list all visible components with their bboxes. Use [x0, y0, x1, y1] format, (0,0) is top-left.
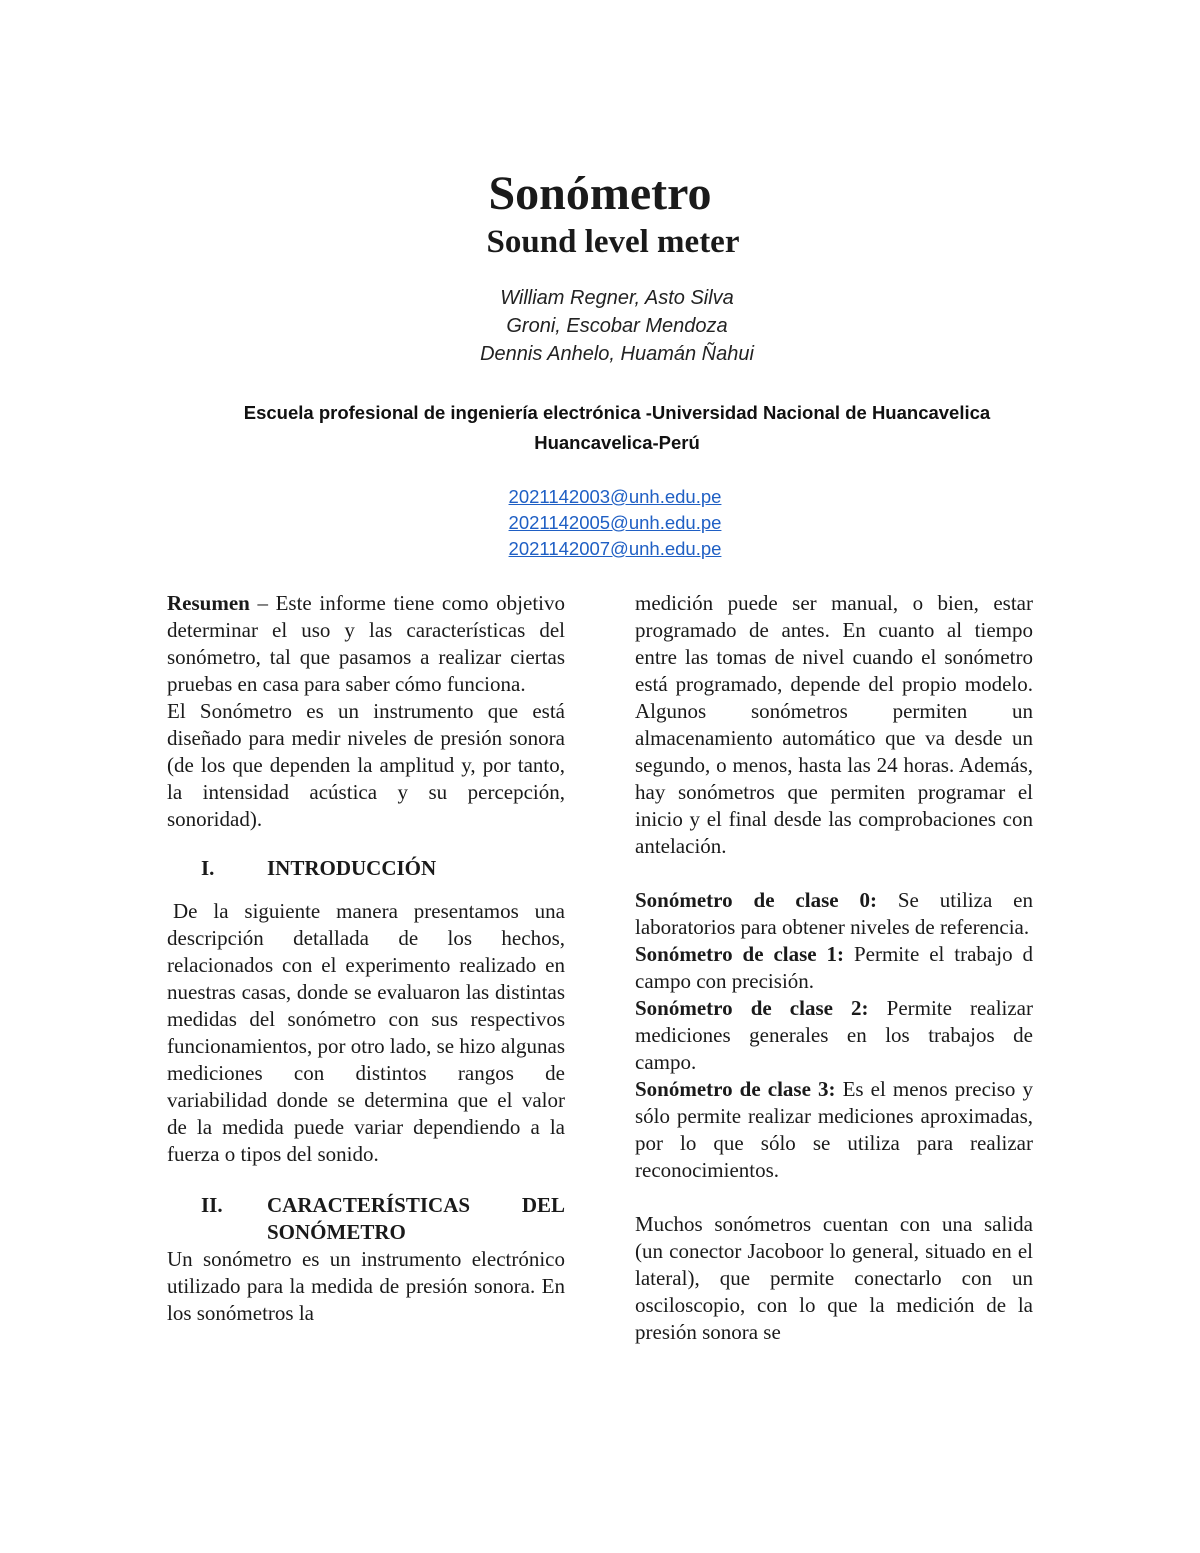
affiliation: [0, 398, 1200, 458]
paper-subtitle: Sound level meter: [486, 224, 740, 260]
class-1-paragraph: [635, 941, 1033, 995]
class-label: Sonómetro de clase 0:: [635, 888, 877, 912]
abstract-paragraph: [167, 590, 565, 698]
introduction-paragraph: De la siguiente manera presentamos una descripción detallada de los hechos, relacionados con el experimento realizado en nuestras casas, donde se evaluaron las distintas medidas del sonómetro con sus respectivos funcionamientos, por otro lado, se hizo algunas mediciones con distintos rangos de variabilidad donde se determina que el valor de la medida puede variar dependiendo a la fuerza o tipos del sonido.: [167, 899, 565, 1166]
closing-paragraph: Muchos sonómetros cuentan con una salida (un conector Jacoboor lo general, situado en el lateral), que permite conectarlo con un osciloscopio, con lo que la medición de la presión sonora se: [635, 1212, 1033, 1344]
characteristics-paragraph: Un sonómetro es un instrumento electrónico utilizado para la medida de presión sonora. En los sonómetros la: [167, 1247, 565, 1325]
class-label: Sonómetro de clase 3:: [635, 1077, 836, 1101]
affiliation-line: Escuela profesional de ingeniería electrónica -Universidad Nacional de Huancavelica: [243, 402, 991, 423]
author-name: Groni, Escobar Mendoza: [506, 315, 728, 337]
author-list: [0, 284, 1200, 368]
affiliation-line: Huancavelica-Perú: [534, 432, 700, 453]
abstract-label: Resumen: [167, 591, 250, 615]
email-link[interactable]: 2021142003@unh.edu.pe: [508, 486, 722, 507]
section-number: II.: [201, 1193, 223, 1217]
class-3-paragraph: [635, 1076, 1033, 1184]
section-number: I.: [201, 856, 215, 880]
abstract-paragraph-2: El Sonómetro es un instrumento que está diseñado para medir niveles de presión sonora (de los que dependen la amplitud y, por tanto, la intensidad acústica y su percepción, sonoridad).: [167, 699, 565, 831]
email-link[interactable]: 2021142005@unh.edu.pe: [508, 512, 722, 533]
right-column: [635, 590, 1033, 1346]
author-name: William Regner, Asto Silva: [500, 287, 734, 309]
section-heading-caracteristicas: [167, 1192, 565, 1246]
paper-title: Sonómetro: [488, 167, 712, 220]
left-column: [167, 590, 565, 1327]
class-label: Sonómetro de clase 1:: [635, 942, 845, 966]
section-heading-introduccion: [167, 855, 565, 882]
section-title: CARACTERÍSTICAS DEL SONÓMETRO: [267, 1193, 565, 1244]
class-text: Permite realizar mediciones generales en los trabajos de campo.: [635, 996, 1033, 1074]
email-link[interactable]: 2021142007@unh.edu.pe: [508, 538, 722, 559]
class-0-paragraph: [635, 887, 1033, 941]
class-2-paragraph: [635, 995, 1033, 1076]
continuation-paragraph: medición puede ser manual, o bien, estar programado de antes. En cuanto al tiempo entre las tomas de nivel cuando el sonómetro está programado, depende del propio modelo. Algunos sonómetros permiten un almacenamiento automático que va desde un segundo, o menos, hasta las 24 horas. Además, hay sonómetros que permiten programar el inicio y el final desde las comprobaciones con antelación.: [635, 591, 1033, 858]
class-text: Se utiliza en laboratorios para obtener niveles de referencia.: [635, 888, 1033, 939]
class-label: Sonómetro de clase 2:: [635, 996, 869, 1020]
author-name: Dennis Anhelo, Huamán Ñahui: [480, 343, 754, 365]
section-title: INTRODUCCIÓN: [267, 856, 437, 880]
email-list: [0, 484, 1200, 562]
class-text: Es el menos preciso y sólo permite realizar mediciones aproximadas, por lo que sólo se utiliza para realizar reconocimientos.: [635, 1077, 1033, 1182]
class-text: Permite el trabajo d campo con precisión.: [635, 942, 1034, 993]
abstract-text: – Este informe tiene como objetivo determinar el uso y las características del sonómetro, tal que pasamos a realizar ciertas pruebas en casa para saber cómo funciona.: [167, 591, 565, 696]
